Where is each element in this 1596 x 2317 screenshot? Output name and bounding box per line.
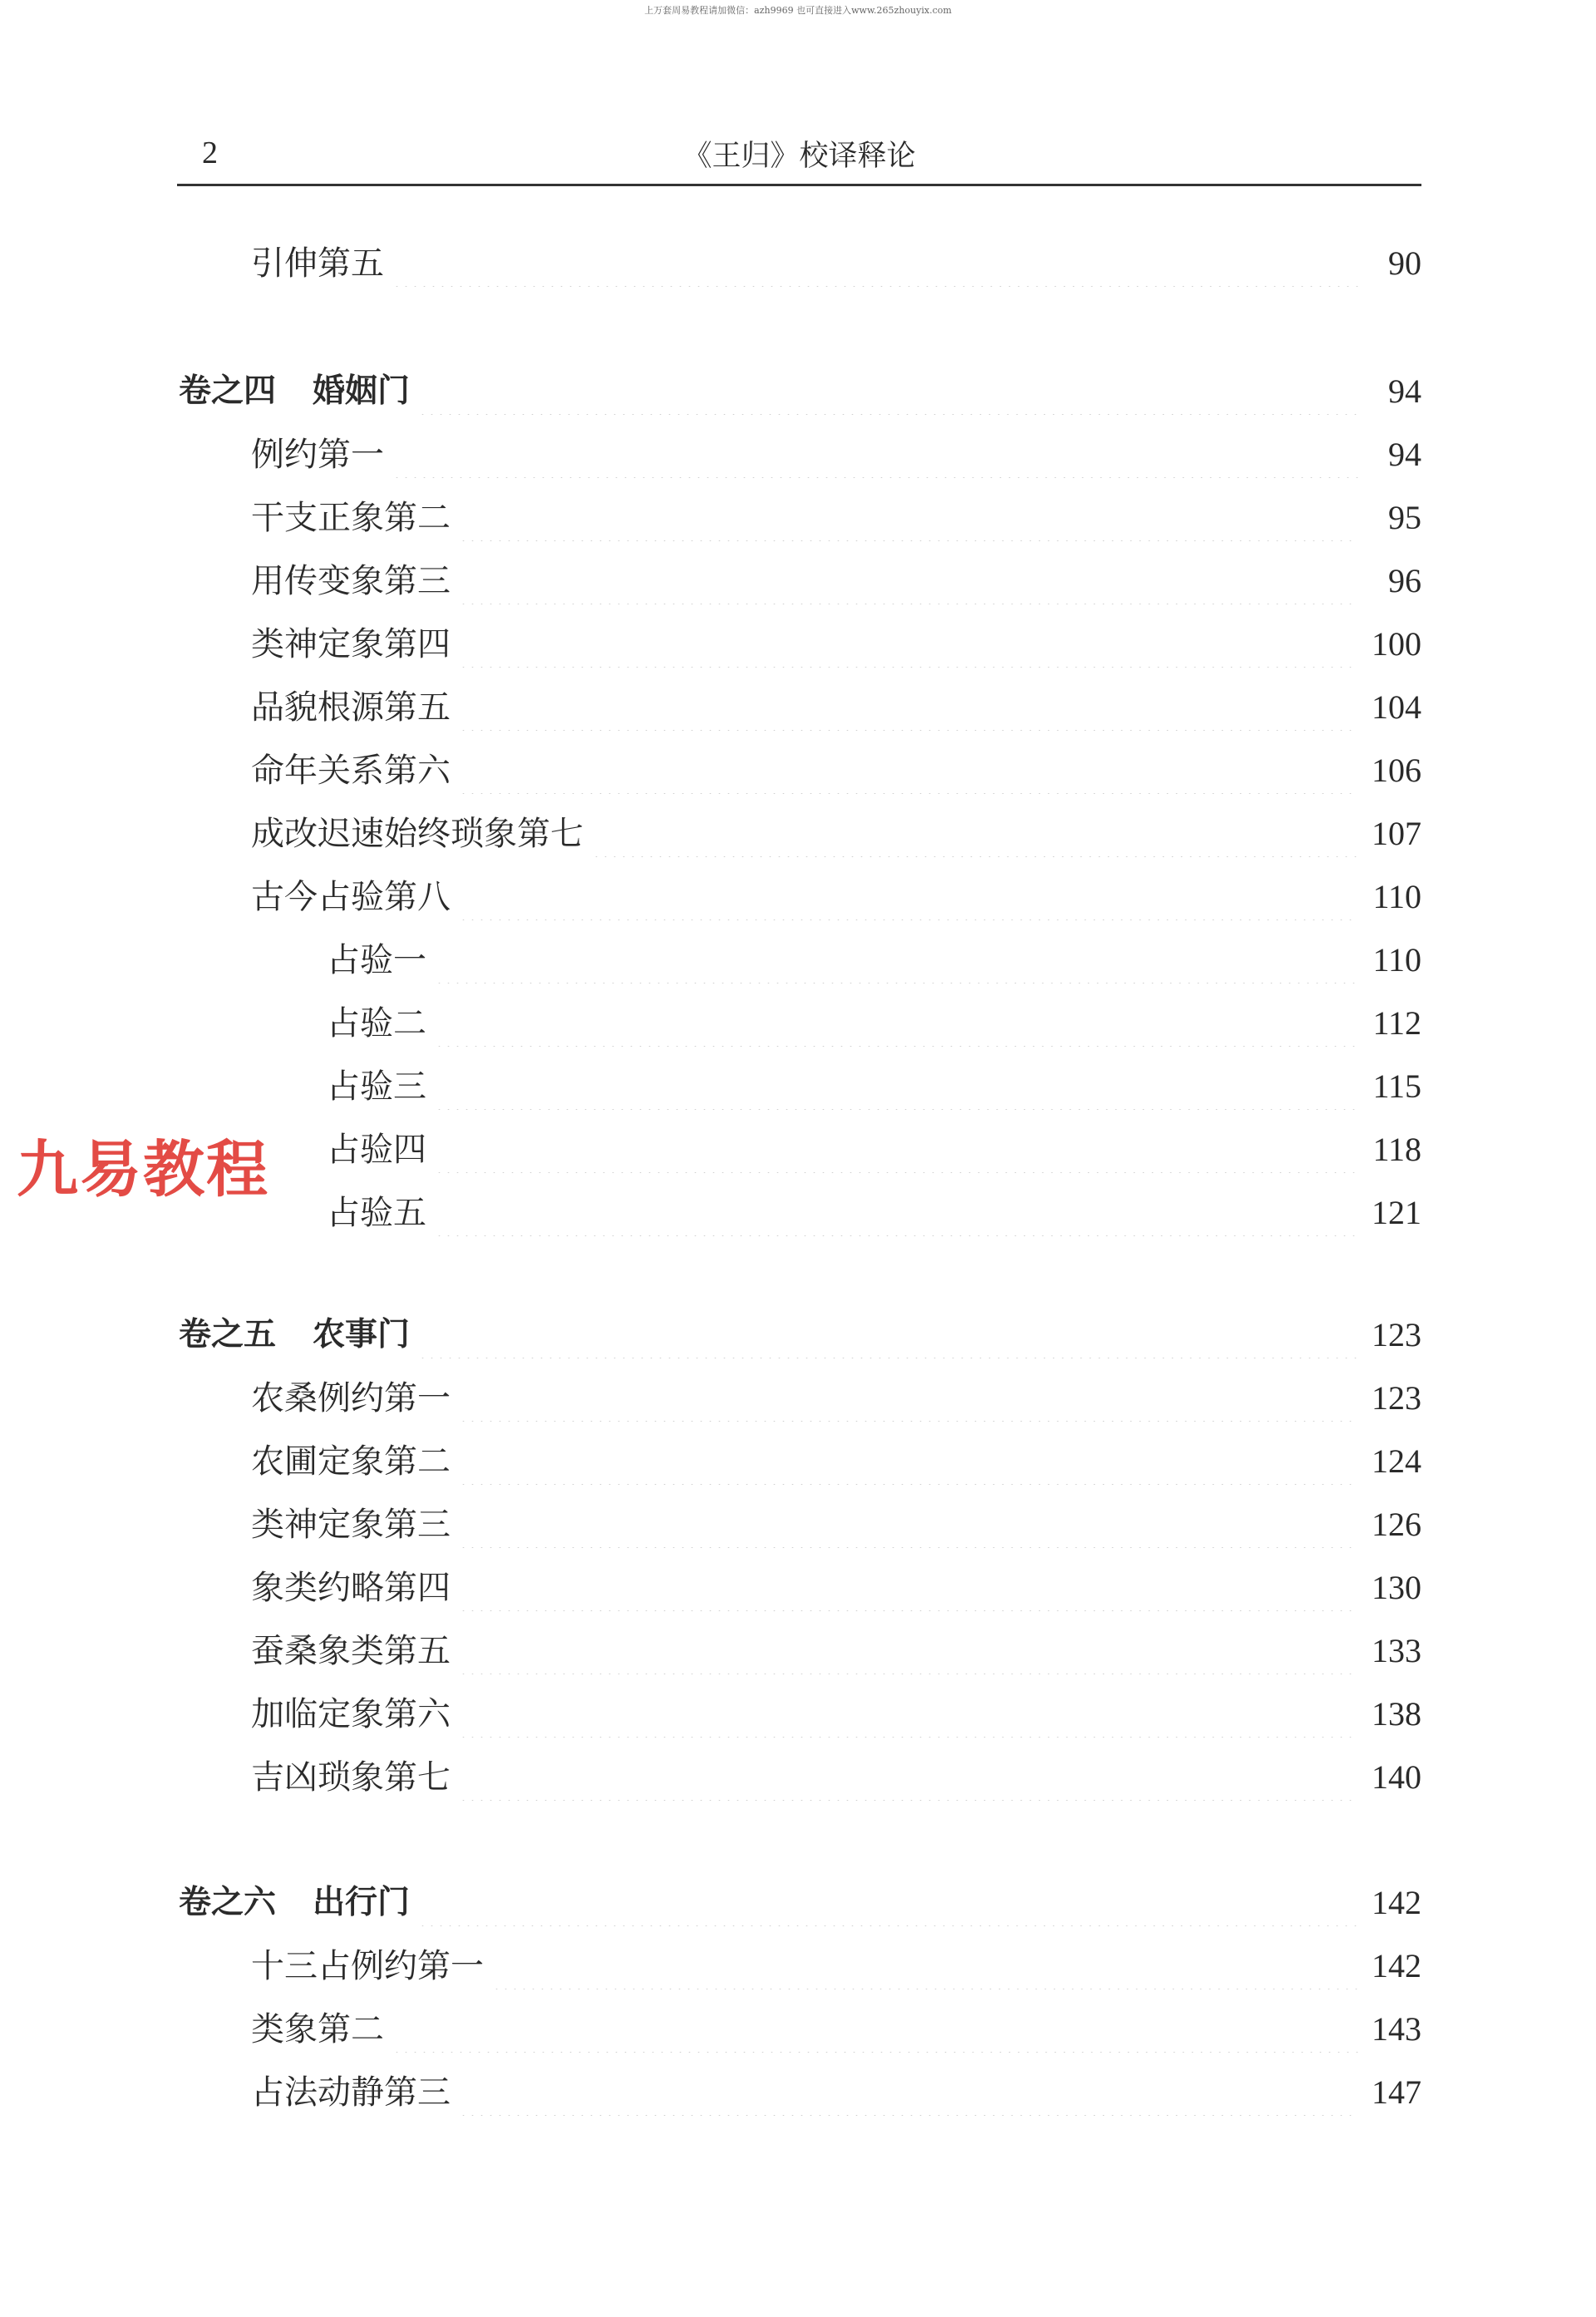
dot-leader: [418, 1880, 1358, 1926]
part-volume: 卷之六: [179, 1884, 277, 1921]
toc-subentry-page: 112: [1372, 1004, 1421, 1042]
toc-entry-page: 94: [1388, 436, 1421, 473]
toc-entry: [0, 747, 1421, 794]
toc-entry-page: 104: [1372, 688, 1421, 726]
dot-leader: [459, 621, 1358, 668]
toc-entry: [0, 495, 1421, 541]
toc-entry-label: 命年关系第六: [251, 752, 451, 790]
dot-leader: [459, 1628, 1358, 1674]
toc-entry-label: 干支正象第二: [251, 499, 451, 537]
toc-part-page: 123: [1372, 1316, 1421, 1353]
part-volume: 卷之四: [179, 372, 277, 410]
watermark-logo: 九易教程: [17, 1134, 269, 1205]
toc-subentry-page: 121: [1372, 1194, 1421, 1231]
toc-entry: [0, 2006, 1421, 2053]
dot-leader: [459, 2069, 1358, 2116]
toc-entry-label: 古今占验第八: [251, 878, 451, 916]
toc-subentry: [0, 937, 1421, 983]
dot-leader: [418, 1312, 1358, 1358]
toc-subentry: [0, 1063, 1421, 1110]
dot-leader: [459, 684, 1358, 731]
toc-entry: [0, 1501, 1421, 1548]
dot-leader: [435, 1000, 1358, 1047]
toc-entry: [0, 1943, 1421, 1989]
toc-entry-label: 吉凶琐象第七: [251, 1758, 451, 1797]
toc-part-page: 142: [1372, 1884, 1421, 1921]
dot-leader: [459, 1438, 1358, 1485]
toc-entry: [0, 621, 1421, 668]
toc-subentry-label: 占验一: [327, 941, 426, 979]
toc-entry-page: 95: [1388, 499, 1421, 536]
toc-entry: [0, 1691, 1421, 1738]
toc-entry-label: 类神定象第三: [251, 1506, 451, 1544]
toc-entry-page: 106: [1372, 752, 1421, 789]
toc-entry-page: 147: [1372, 2073, 1421, 2111]
toc-entry: [0, 240, 1421, 287]
toc-entry-label: 占法动静第三: [251, 2073, 451, 2112]
dot-leader: [459, 874, 1358, 920]
toc-entry-page: 138: [1372, 1695, 1421, 1733]
toc-subentry-page: 115: [1372, 1067, 1421, 1105]
toc-entry-label: 用传变象第三: [251, 562, 451, 600]
dot-leader: [435, 1126, 1358, 1173]
dot-leader: [418, 368, 1358, 415]
dot-leader: [459, 495, 1358, 541]
toc-part-label: [179, 1880, 410, 1926]
toc-entry-label: 成改迟速始终琐象第七: [251, 815, 584, 853]
toc-entry-label: 品貌根源第五: [251, 688, 451, 727]
toc-entry: [0, 558, 1421, 604]
toc-entry-label: 类神定象第四: [251, 625, 451, 663]
toc-part-heading: [0, 1880, 1421, 1926]
toc-subentry-label: 占验五: [327, 1194, 426, 1232]
toc-entry-page: 123: [1372, 1379, 1421, 1417]
part-title: 出行门: [313, 1884, 411, 1921]
toc-entry-label: 类象第二: [251, 2010, 384, 2048]
toc-entry: [0, 431, 1421, 478]
toc-entry-page: 133: [1372, 1632, 1421, 1669]
toc-entry: [0, 1754, 1421, 1801]
dot-leader: [459, 747, 1358, 794]
toc-entry: [0, 2069, 1421, 2116]
part-title: 农事门: [313, 1316, 411, 1353]
toc-entry-page: 142: [1372, 1947, 1421, 1984]
dot-leader: [435, 937, 1358, 983]
toc-subentry: [0, 1000, 1421, 1047]
part-volume: 卷之五: [179, 1316, 277, 1353]
toc-entry: [0, 1565, 1421, 1611]
toc-entry-page: 130: [1372, 1569, 1421, 1606]
toc-entry: [0, 874, 1421, 920]
toc-entry-page: 96: [1388, 562, 1421, 599]
toc-entry-label: 象类约略第四: [251, 1569, 451, 1607]
toc-entry-label: 加临定象第六: [251, 1695, 451, 1733]
toc-entry: [0, 1628, 1421, 1674]
book-title: 《王归》校译释论: [682, 140, 916, 173]
toc-subentry-page: 110: [1372, 941, 1421, 979]
toc-entry-label: 农圃定象第二: [251, 1442, 451, 1481]
toc-entry-label: 农桑例约第一: [251, 1379, 451, 1417]
dot-leader: [392, 240, 1358, 287]
dot-leader: [459, 1754, 1358, 1801]
dot-leader: [459, 1501, 1358, 1548]
toc-part-heading: [0, 1312, 1421, 1358]
dot-leader: [392, 2006, 1358, 2053]
toc-part-page: 94: [1388, 372, 1421, 410]
part-title: 婚姻门: [313, 372, 411, 410]
dot-leader: [592, 811, 1358, 857]
toc-entry: [0, 811, 1421, 857]
toc-entry-page: 126: [1372, 1506, 1421, 1543]
dot-leader: [435, 1190, 1358, 1236]
page-number: 2: [202, 136, 218, 170]
toc-subentry-label: 占验三: [327, 1067, 426, 1106]
toc-entry-page: 143: [1372, 2010, 1421, 2048]
top-note: 上万套周易教程请加微信：azh9969 也可直接进入www.265zhouyix.com: [644, 5, 952, 16]
toc-entry-page: 107: [1372, 815, 1421, 852]
toc-entry-page: 140: [1372, 1758, 1421, 1796]
toc-part-label: [179, 368, 410, 415]
toc-entry-page: 90: [1388, 244, 1421, 282]
toc-subentry-page: 118: [1372, 1131, 1421, 1168]
dot-leader: [492, 1943, 1358, 1989]
toc-entry: [0, 1375, 1421, 1422]
toc-part-label: [179, 1312, 410, 1358]
dot-leader: [459, 558, 1358, 604]
toc-entry: [0, 1438, 1421, 1485]
toc-entry-label: 蚕桑象类第五: [251, 1632, 451, 1670]
dot-leader: [435, 1063, 1358, 1110]
toc-entry-page: 100: [1372, 625, 1421, 663]
dot-leader: [459, 1691, 1358, 1738]
toc-entry: [0, 684, 1421, 731]
dot-leader: [459, 1565, 1358, 1611]
toc-subentry-label: 占验四: [327, 1131, 426, 1169]
toc-entry-page: 110: [1372, 878, 1421, 915]
toc-subentry-label: 占验二: [327, 1004, 426, 1043]
toc-entry-label: 十三占例约第一: [251, 1947, 484, 1985]
toc-entry-page: 124: [1372, 1442, 1421, 1480]
dot-leader: [392, 431, 1358, 478]
toc-entry-label: 例约第一: [251, 436, 384, 474]
toc-entry-label: 引伸第五: [251, 244, 384, 283]
dot-leader: [459, 1375, 1358, 1422]
toc-part-heading: [0, 368, 1421, 415]
